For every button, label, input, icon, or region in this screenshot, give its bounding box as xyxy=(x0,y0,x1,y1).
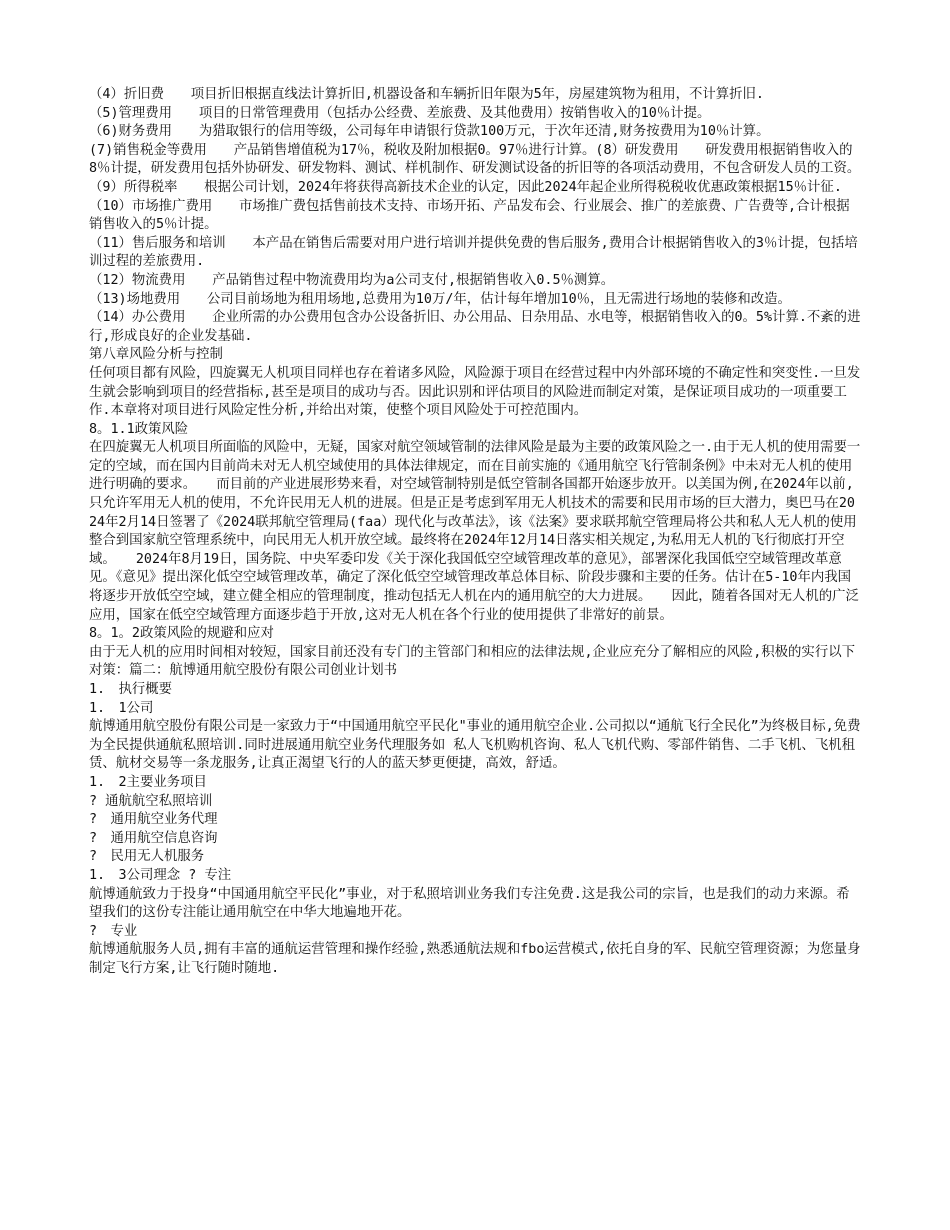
paragraph-depreciation: （4）折旧费 项目折旧根据直线法计算折旧,机器设备和车辆折旧年限为5年，房屋建筑物为租用，不计算折旧. xyxy=(89,87,764,102)
heading-professional: ? 专业 xyxy=(89,923,138,939)
paragraph-office-cost: （14）办公费用 企业所需的办公费用包含办公设备折旧、办公用品、日杂用品、水电等，根据销售收入的0。5%计算.不紊的进行,形成良好的企业发基础. xyxy=(89,310,861,344)
list-item: ? 通用航空信息咨询 xyxy=(89,830,218,846)
list-item: ? 通航航空私照培训 xyxy=(89,793,213,809)
list-item: ? 民用无人机服务 xyxy=(89,849,205,865)
section-heading-policy-risk: 8。1.1政策风险 xyxy=(89,421,189,437)
paragraph-site-cost: （13)场地费用 公司目前场地为租用场地,总费用为10万/年，估计每年增加10％，且无需进行场地的装修和改造。 xyxy=(89,291,791,307)
list-item: ? 通用航空业务代理 xyxy=(89,812,218,828)
paragraph-income-tax: （9）所得税率 根据公司计划，2024年将获得高新技术企业的认定，因此2024年起企业所得税税收优惠政策根据15％计征. xyxy=(89,179,842,195)
paragraph-logistics: （12）物流费用 产品销售过程中物流费用均为a公司支付,根据销售收入0.5％测算。 xyxy=(89,272,615,288)
paragraph-management-cost: （5)管理费用 项目的日常管理费用（包括办公经费、差旅费、及其他费用）按销售收入的10％计提。 xyxy=(89,105,711,121)
heading-main-business: 1. 2主要业务项目 xyxy=(89,774,207,790)
paragraph-risk-intro: 任何项目都有风险，四旋翼无人机项目同样也存在着诸多风险，风险源于项目在经营过程中内外部环境的不确定性和突变性.一旦发生就会影响到项目的经营指标,甚至是项目的成功与否。因此识别和评估项目的风险进而制定对策，是保证项目成功的一项重要工作.本章将对项目进行风险定性分析,并给出对策，使整个项目风险处于可控范围内。 xyxy=(89,365,861,419)
paragraph-policy-risk: 在四旋翼无人机项目所面临的风险中，无疑，国家对航空领域管制的法律风险是最为主要的政策风险之一.由于无人机的使用需要一定的空域，而在国内目前尚未对无人机空域使用的具体法律规定，而在目前实施的《通用航空飞行管制条例》中未对无人机的使用进行明确的要求。 而目前的产业进展形势来看，对空域管制特别是低空管制各国都开始逐步放开。以美国为例,在2024年以前,只允许军用无人机的使用，不允许民用无人机的进展。但是正是考虑到军用无人机技术的需要和民用市场的巨大潜力，奥巴马在2024年2月14日签署了《2024联邦航空管理局(faa）现代化与改革法》，该《法案》要求联邦航空管理局将公共和私人无人机的使用整合到国家航空管理系统中，向民用无人机开放空域。最终将在2024年12月14日落实相关规定,为私用无人机的飞行彻底打开空域。 2024年8月19日，国务院、中央军委印发《关于深化我国低空空域管理改革的意见》，部署深化我国低空空域管理改革意见。《意见》提出深化低空空域管理改革，确定了深化低空空域管理改革总体目标、阶段步骤和主要的任务。估计在5-10年内我国将逐步开放低空空域，建立健全相应的管理制度，推动包括无人机在内的通用航空的大力进展。 因此，随着各国对无人机的广泛应用，国家在低空空域管理方面逐步趋于开放,这对无人机在各个行业的使用提供了非常好的前景。 xyxy=(89,440,861,623)
paragraph-sales-tax-rd: (7)销售税金等费用 产品销售增值税为17％，税收及附加根据0。97％进行计算。(8）研发费用 研发费用根据销售收入的8％计提，研发费用包括外协研发、研发物料、测试、样机制作、研发测试设备的折旧等的各项活动费用，不包含研发人员的工资。 xyxy=(89,142,861,177)
paragraph-after-sales: （11）售后服务和培训 本产品在销售后需要对用户进行培训并提供免费的售后服务,费用合计根据销售收入的3％计提，包括培训过程的差旅费用. xyxy=(89,235,858,270)
paragraph-company: 航博通用航空股份有限公司是一家致力于“中国通用航空平民化"事业的通用航空企业.公司拟以“通航飞行全民化”为终极目标,免费为全民提供通航私照培训.同时进展通用航空业务代理服务如 私人飞机购机咨询、私人飞机代购、零部件销售、二手飞机、飞机租赁、航材交易等一条龙服务,让真正渴望飞行的人的蓝天梦更便捷，高效，舒适。 xyxy=(89,719,861,772)
chapter-heading-risk: 第八章风险分析与控制 xyxy=(89,347,223,363)
paragraph-focus: 航博通航致力于投身“中国通用航空平民化”事业，对于私照培训业务我们专注免费.这是我公司的宗旨，也是我们的动力来源。希望我们的这份专注能让通用航空在中华大地遍地开花。 xyxy=(89,886,850,921)
paragraph-risk-response: 由于无人机的应用时间相对较短，国家目前还没有专门的主管部门和相应的法律法规,企业应充分了解相应的风险,积极的实行以下对策：篇二：航博通用航空股份有限公司创业计划书 xyxy=(89,644,855,679)
paragraph-professional: 航博通航服务人员,拥有丰富的通航运营管理和操作经验,熟悉通航法规和fbo运营模式,依托自身的军、民航空管理资源；为您量身制定飞行方案,让飞行随时随地. xyxy=(89,942,861,976)
section-heading-risk-response: 8。1。2政策风险的规避和应对 xyxy=(89,626,274,642)
heading-executive-summary: 1. 执行概要 xyxy=(89,682,173,697)
heading-company: 1. 1公司 xyxy=(89,700,154,716)
heading-company-philosophy: 1. 3公司理念 ? 专注 xyxy=(89,867,232,883)
paragraph-marketing: （10）市场推广费用 市场推广费包括售前技术支持、市场开拓、产品发布会、行业展会、推广的差旅费、广告费等,合计根据销售收入的5％计提。 xyxy=(89,198,850,233)
paragraph-finance-cost: （6)财务费用 为猎取银行的信用等级，公司每年申请银行贷款100万元，于次年还清,财务按费用为10％计算。 xyxy=(89,124,770,140)
